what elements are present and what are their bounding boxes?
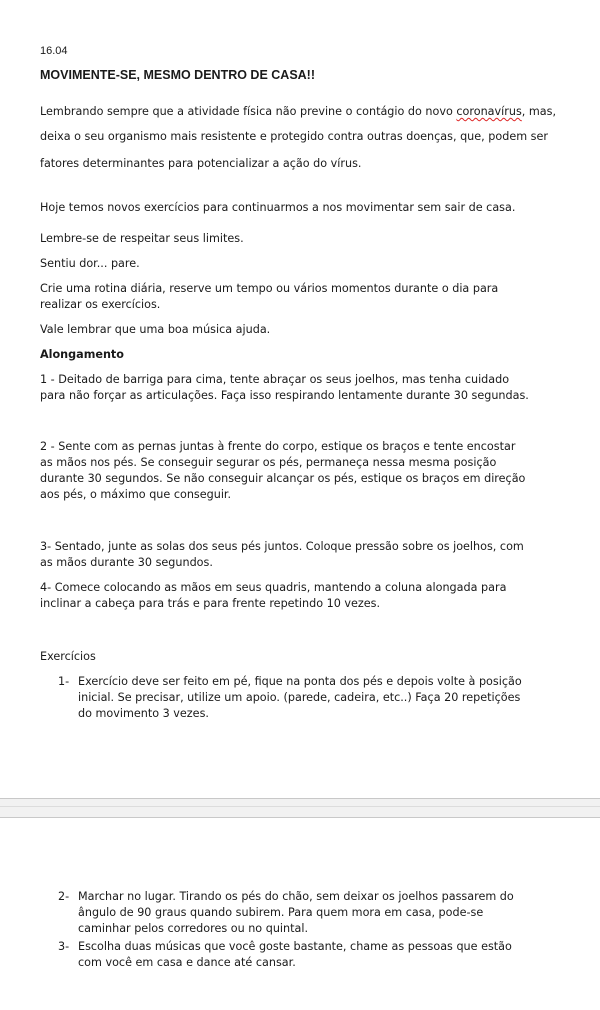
stretching-item-3: 3- Sentado, junte as solas dos seus pés juntos. Coloque pressão sobre os joelhos, com as mãos durante 30 segundos. bbox=[40, 540, 524, 569]
stretching-item-4: 4- Comece colocando as mãos em seus quadris, mantendo a coluna alongada para inclinar a cabeça para trás e para frente repetindo 10 vezes. bbox=[40, 581, 507, 610]
exercises-heading: Exercícios bbox=[40, 650, 96, 663]
exercise-item-1 bbox=[58, 674, 532, 722]
exercise-number: 3- bbox=[58, 940, 70, 953]
intro-line-2: deixa o seu organismo mais resistente e protegido contra outras doenças, que, podem ser bbox=[40, 130, 548, 143]
exercise-number: 2- bbox=[58, 890, 70, 903]
stretching-heading: Alongamento bbox=[40, 348, 124, 361]
paragraph-music: Vale lembrar que uma boa música ajuda. bbox=[40, 323, 271, 336]
page-title: MOVIMENTE-SE, MESMO DENTRO DE CASA!! bbox=[40, 68, 316, 82]
paragraph-routine: Crie uma rotina diária, reserve um tempo ou vários momentos durante o dia para realizar os exercícios. bbox=[40, 282, 499, 311]
spellcheck-flagged-word: coronavírus bbox=[456, 105, 522, 118]
intro-line-3: fatores determinantes para potencializar a ação do vírus. bbox=[40, 157, 362, 170]
stretching-item-2: 2 - Sente com as pernas juntas à frente do corpo, estique os braços e tente encostar as mãos nos pés. Se conseguir segurar os pés, permaneça nessa mesma posição durante 30 segundos. Se não conseguir alcançar os pés, estique os braços em direção aos pés, o máximo que conseguir. bbox=[40, 440, 526, 501]
exercise-text: Marchar no lugar. Tirando os pés do chão, sem deixar os joelhos passarem do ângulo de 90 graus quando subirem. Para quem mora em casa, pode-se caminhar pelos corredores ou no quintal. bbox=[78, 890, 514, 935]
paragraph-limits: Lembre-se de respeitar seus limites. bbox=[40, 232, 244, 245]
document-date: 16.04 bbox=[40, 45, 68, 57]
intro-line-1-start: Lembrando sempre que a atividade física não previne o contágio do novo bbox=[40, 105, 457, 118]
paragraph-today: Hoje temos novos exercícios para continuarmos a nos movimentar sem sair de casa. bbox=[40, 201, 516, 214]
exercise-text: Exercício deve ser feito em pé, fique na ponta dos pés e depois volte à posição inicial. Se precisar, utilize um apoio. (parede, cadeira, etc..) Faça 20 repetições do movimento 3 vezes. bbox=[78, 675, 522, 720]
intro-line-1-end: , mas, bbox=[521, 105, 557, 118]
exercise-item-3 bbox=[58, 939, 532, 971]
intro-line-1 bbox=[40, 104, 556, 120]
stretching-item-1: 1 - Deitado de barriga para cima, tente abraçar os seus joelhos, mas tenha cuidado para não forçar as articulações. Faça isso respirando lentamente durante 30 segundas. bbox=[40, 373, 529, 402]
exercise-item-2 bbox=[58, 889, 532, 937]
page-break-divider bbox=[0, 798, 600, 818]
exercise-number: 1- bbox=[58, 675, 70, 688]
exercise-text: Escolha duas músicas que você goste bastante, chame as pessoas que estão com você em casa e dance até cansar. bbox=[78, 940, 512, 969]
paragraph-pain: Sentiu dor... pare. bbox=[40, 257, 140, 270]
